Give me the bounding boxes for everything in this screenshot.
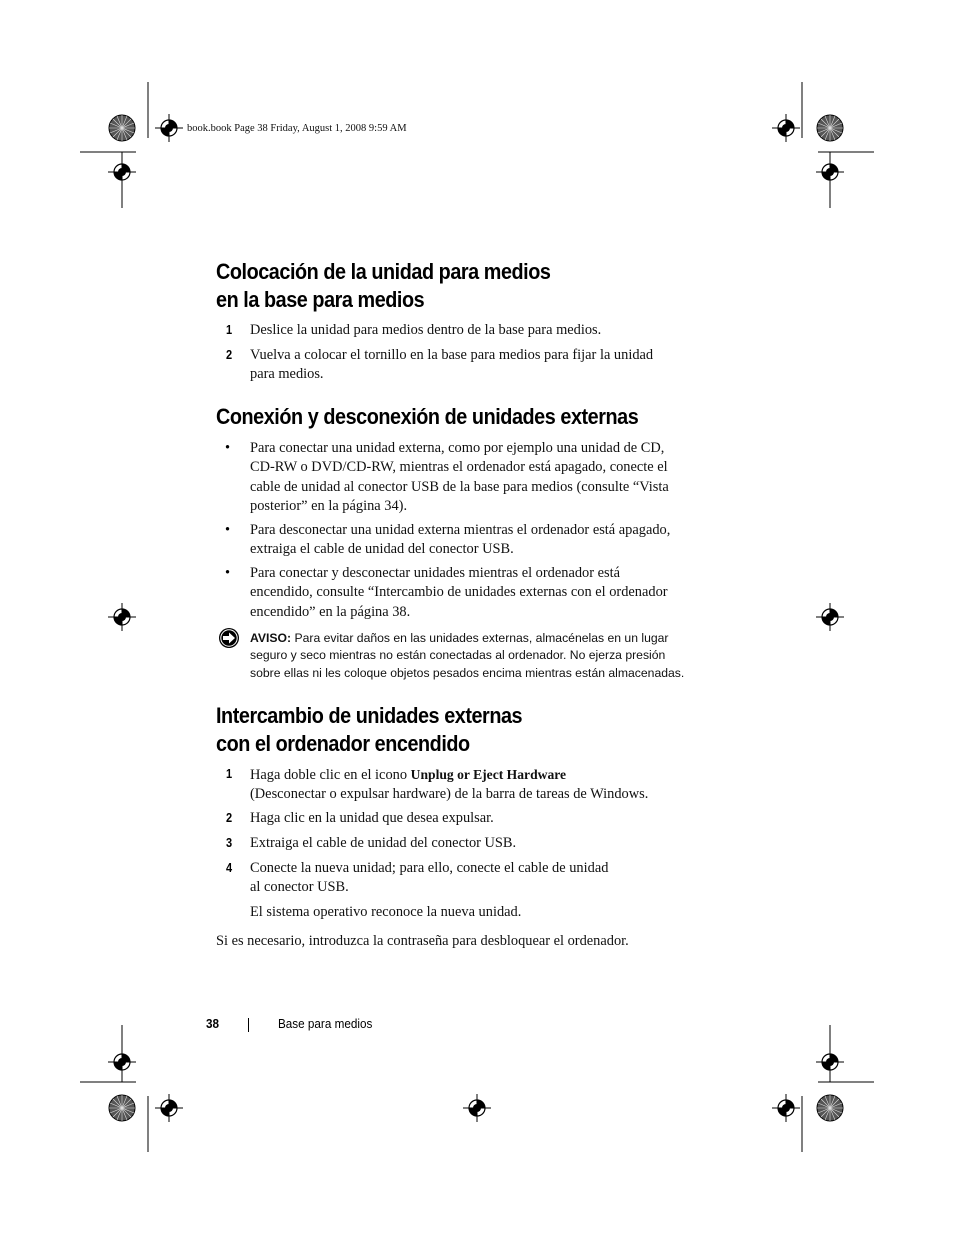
notice-text: AVISO: Para evitar daños en las unidades externas, almacénelas en un lugar seguro y seco mientras no están conectadas al ordenador. No ejerza presión sobre ellas ni les coloque objetos pesados encima mientras están almacenadas. <box>250 631 685 680</box>
page-number: 38 <box>206 1016 220 1031</box>
bullet: • <box>225 565 231 581</box>
document-page: book.book Page 38 Friday, August 1, 2008 9:59 AM Colocación de la unidad para medios en la base para medios 1 Deslice la unidad para medios dentro de la base para medios. 2 Vuelva a colocar el tornillo en la base para medios para fijar la unidad para medios. Conexión y desconexión de unidades externas • Para conectar una unidad externa, como por ejemplo una unidad de CD, CD-RW o DVD/CD-RW, mientras el ordenador está apagado, conecte el cable de unidad al conector USB de la base para medios (consulte “Vista posterior” en la página 34). • Para desconectar una unidad externa mientras el ordenador está apagado, extraiga el cable de unidad del conector USB. • Para conectar y desconectar unidades mientras el ordenador está encendido, consulte “Intercambio de unidades externas con el ordenador encendido” en la página 38. AVISO: Para evitar daños en las unidades externas, almacénelas en un lugar seguro y seco mientras no están conectadas al ordenador. No ejerza presión sobre ellas ni les coloque objetos pesados encima mientras están almacenadas. Intercambio de unidades externas con el ordenador encendido 1 Haga doble clic en el icono Unplug or Eject Hardware (Desconectar o expulsar hardware) de la barra de tareas de Windows. 2 Haga clic en la unidad que desea expulsar. 3 Extraiga el cable de unidad del conector USB. 4 Conecte la nueva unidad; para ello, conecte el cable de unidad al conector USB. El sistema operativo reconoce la nueva unidad. Si es necesario, introduzca la contraseña para desbloquear el ordenador. 38 Base para medios <box>0 0 954 1235</box>
print-slug: book.book Page 38 Friday, August 1, 2008 9:59 AM <box>187 123 407 134</box>
section-heading: Colocación de la unidad para medios en la base para medios <box>216 259 551 312</box>
footer-divider <box>248 1018 249 1032</box>
step-number: 1 <box>226 323 233 337</box>
step-number: 1 <box>226 767 233 781</box>
bullet-text: Para conectar una unidad externa, como por ejemplo una unidad de CD, CD-RW o DVD/CD-RW, mientras el ordenador está apagado, conecte el cable de unidad al conector USB de la base para medios (consulte “Vista posterior” en la página 34). <box>250 440 669 514</box>
step-text: Conecte la nueva unidad; para ello, conecte el cable de unidad al conector USB. <box>250 860 609 896</box>
step-text: Haga doble clic en el icono Unplug or Eject Hardware (Desconectar o expulsar hardware) de la barra de tareas de Windows. <box>250 767 649 803</box>
step-text: Deslice la unidad para medios dentro de la base para medios. <box>250 322 602 338</box>
section-heading: Intercambio de unidades externas con el ordenador encendido <box>216 703 523 756</box>
bullet: • <box>225 522 231 538</box>
notice-label: AVISO: <box>250 631 292 645</box>
step-text: Vuelva a colocar el tornillo en la base para medios para fijar la unidad para medios. <box>250 347 654 383</box>
bullet-text: Para desconectar una unidad externa mientras el ordenador está apagado, extraiga el cable de unidad del conector USB. <box>250 522 671 558</box>
step-text: Extraiga el cable de unidad del conector USB. <box>250 835 517 851</box>
notice-arrow-icon <box>218 627 240 649</box>
ui-label: Unplug or Eject Hardware <box>410 767 567 782</box>
section-heading: Conexión y desconexión de unidades externas <box>216 404 639 429</box>
closing-paragraph: Si es necesario, introduzca la contraseña para desbloquear el ordenador. <box>216 933 629 949</box>
bullet: • <box>225 440 231 456</box>
step-text: Haga clic en la unidad que desea expulsar. <box>250 810 494 826</box>
step-number: 2 <box>226 811 233 825</box>
footer-section-title: Base para medios <box>278 1016 373 1031</box>
step-number: 2 <box>226 348 233 362</box>
step-number: 3 <box>226 836 233 850</box>
bullet-text: Para conectar y desconectar unidades mientras el ordenador está encendido, consulte “Intercambio de unidades externas con el ordenador encendido” en la página 38. <box>250 565 668 620</box>
step-number: 4 <box>226 861 233 875</box>
